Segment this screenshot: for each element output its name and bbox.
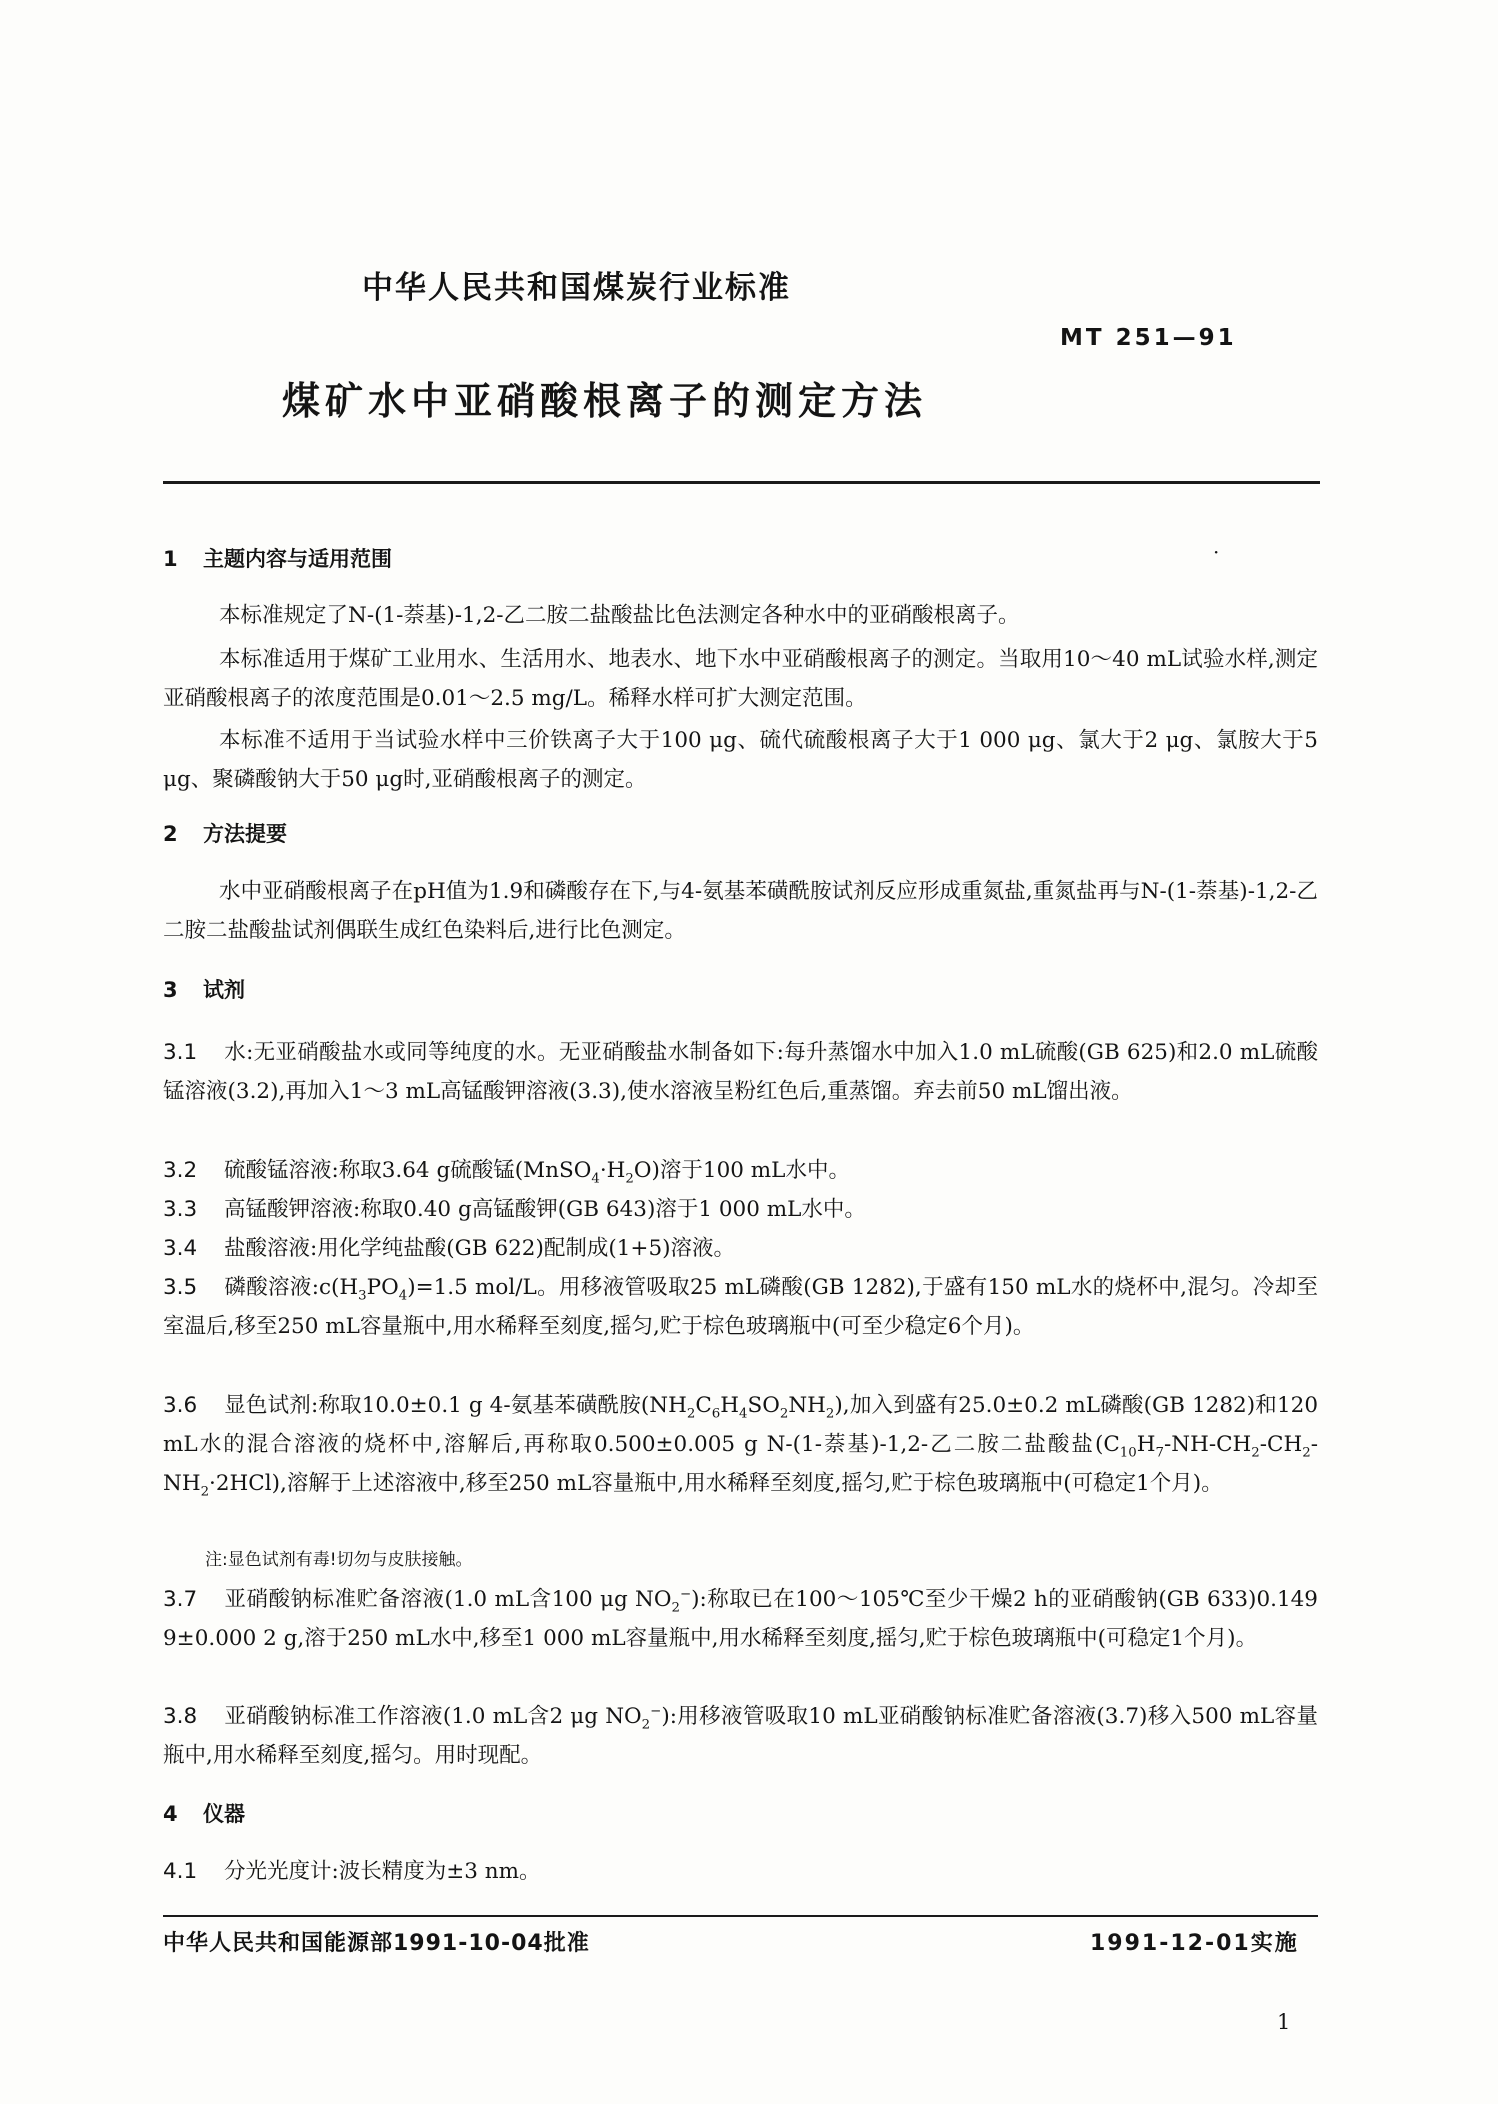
item-3-1 <box>163 1033 1318 1111</box>
section-1-paragraph-2: 本标准适用于煤矿工业用水、生活用水、地表水、地下水中亚硝酸根离子的测定。当取用10～40 mL试验水样,测定亚硝酸根离子的浓度范围是0.01～2.5 mg/L。稀释水样可扩大测定范围。 <box>163 647 1318 711</box>
item-text: 分光光度计:波长精度为±3 nm。 <box>224 1859 541 1884</box>
section-4-heading <box>163 1798 245 1828</box>
item-number: 3.6 <box>163 1393 198 1418</box>
section-title: 方法提要 <box>203 822 287 846</box>
item-3-8: 3.8 亚硝酸钠标准工作溶液(1.0 mL含2 μg $NO_2^-$):用移液管吸取10 mL亚硝酸钠标准贮备溶液(3.7)移入500 mL容量瓶中,用水稀释至刻度,摇匀。用时现配。 <box>163 1697 1318 1775</box>
item-3-7: 3.7 亚硝酸钠标准贮备溶液(1.0 mL含100 μg $NO_2^-$):称取已在100～105℃至少干燥2 h的亚硝酸钠(GB 633)0.149 9±0.000 2 g,溶于250 mL水中,移至1 000 mL容量瓶中,用水稀释至刻度,摇匀,贮于棕色玻璃瓶中(可稳定1个月)。 <box>163 1580 1318 1658</box>
item-3-3 <box>163 1190 1318 1229</box>
section-title: 主题内容与适用范围 <box>203 547 392 571</box>
item-3-6: 3.6 显色试剂:称取10.0±0.1 g 4-氨基苯磺酰胺$(NH_2C_6H_4SO_2NH_2)$,加入到盛有25.0±0.2 mL磷酸(GB 1282)和120 mL水的混合溶液的烧杯中,溶解后,再称取0.500±0.005 g N-(1-萘基)-1,2-乙二胺二盐酸盐$(C_{10}H_7-NH-CH_2-CH_2-NH_2\cdot 2HCl)$,溶解于上述溶液中,移至250 mL容量瓶中,用水稀释至刻度,摇匀,贮于棕色玻璃瓶中(可稳定1个月)。 <box>163 1386 1318 1503</box>
effective-date: 1991-12-01实施 <box>1090 1931 1299 1956</box>
item-3-4 <box>163 1229 1318 1268</box>
section-2-paragraph-1: 水中亚硝酸根离子在pH值为1.9和磷酸存在下,与4-氨基苯磺酰胺试剂反应形成重氮盐,重氮盐再与N-(1-萘基)-1,2-乙二胺二盐酸盐试剂偶联生成红色染料后,进行比色测定。 <box>163 879 1318 943</box>
section-2-heading <box>163 818 287 848</box>
section-number: 3 <box>163 978 178 1002</box>
section-number: 1 <box>163 547 178 571</box>
item-number: 3.8 <box>163 1704 198 1729</box>
item-number: 3.7 <box>163 1587 198 1612</box>
section-title: 仪器 <box>203 1802 245 1826</box>
page-number: 1 <box>1277 2010 1291 2034</box>
toxicity-note: 注:显色试剂有毒!切勿与皮肤接触。 <box>205 1550 473 1570</box>
section-1-paragraph-3: 本标准不适用于当试验水样中三价铁离子大于100 μg、硫代硫酸根离子大于1 000 μg、氯大于2 μg、氯胺大于5 μg、聚磷酸钠大于50 μg时,亚硝酸根离子的测定。 <box>163 728 1318 792</box>
section-number: 4 <box>163 1802 178 1826</box>
item-3-2: 3.2 硫酸锰溶液:称取3.64 g硫酸锰$(MnSO_4\cdot H_2O)$溶于100 mL水中。 <box>163 1151 1318 1190</box>
item-4-1 <box>163 1852 1318 1891</box>
section-3-heading <box>163 974 245 1004</box>
approval-line: 中华人民共和国能源部1991-10-04批准 <box>163 1931 590 1956</box>
item-text: 盐酸溶液:用化学纯盐酸(GB 622)配制成(1+5)溶液。 <box>224 1236 736 1261</box>
section-number: 2 <box>163 822 178 846</box>
item-number: 3.2 <box>163 1158 198 1183</box>
section-1-paragraph-1: 本标准规定了N-(1-萘基)-1,2-乙二胺二盐酸盐比色法测定各种水中的亚硝酸根离子。 <box>219 603 1020 628</box>
section-title: 试剂 <box>203 978 245 1002</box>
stray-dot: · <box>1213 540 1220 564</box>
item-number: 3.1 <box>163 1040 198 1065</box>
document-title: 煤矿水中亚硝酸根离子的测定方法 <box>282 379 928 423</box>
section-1-heading <box>163 543 392 573</box>
item-number: 3.3 <box>163 1197 198 1222</box>
item-3-5: 3.5 磷酸溶液$:c(H_3PO_4)=1.5$ mol/L。用移液管吸取25 mL磷酸(GB 1282),于盛有150 mL水的烧杯中,混匀。冷却至室温后,移至250 mL容量瓶中,用水稀释至刻度,摇匀,贮于棕色玻璃瓶中(可至少稳定6个月)。 <box>163 1268 1318 1346</box>
item-number: 3.4 <box>163 1236 198 1261</box>
item-text: 高锰酸钾溶液:称取0.40 g高锰酸钾(GB 643)溶于1 000 mL水中。 <box>224 1197 866 1222</box>
item-number: 4.1 <box>163 1859 198 1884</box>
standard-code: MT 251—91 <box>1060 325 1237 351</box>
item-text: 水:无亚硝酸盐水或同等纯度的水。无亚硝酸盐水制备如下:每升蒸馏水中加入1.0 mL硫酸(GB 625)和2.0 mL硫酸锰溶液(3.2),再加入1～3 mL高锰酸钾溶液(3.3),使水溶液呈粉红色后,重蒸馏。弃去前50 mL馏出液。 <box>163 1040 1318 1104</box>
standard-org-title: 中华人民共和国煤炭行业标准 <box>362 270 791 306</box>
item-number: 3.5 <box>163 1275 198 1300</box>
footer-divider <box>163 1915 1318 1917</box>
header-divider <box>163 481 1320 484</box>
